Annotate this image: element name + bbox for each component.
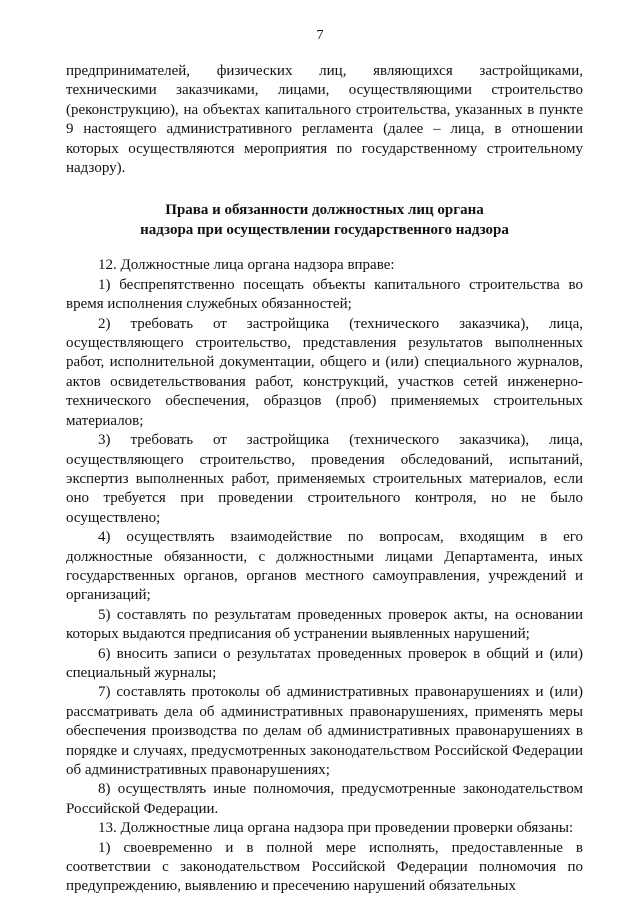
paragraph-13-lead: 13. Должностные лица органа надзора при проведении проверки обязаны:	[98, 820, 574, 837]
section-heading-line-2: надзора при осуществлении государственного надзора	[140, 222, 509, 239]
page-number: 7	[316, 28, 324, 43]
paragraph-12-item-7: 7) составлять протоколы об административных правонарушениях и (или) рассматривать дела об административных правонарушениях, применять меры обеспечения производства по делам об административных правонарушениях в порядке и случаях, предусмотренных законодательством Российской Федерации об административных правонарушениях;	[66, 684, 583, 778]
paragraph-13-item-1: 1) своевременно и в полной мере исполнять, предоставленные в соответствии с законодательством Российской Федерации полномочия по предупреждению, выявлению и пресечению нарушений обязательных	[66, 839, 583, 895]
document-body	[66, 62, 583, 897]
paragraph-12-item-8: 8) осуществлять иные полномочия, предусмотренные законодательством Российской Федерации.	[66, 781, 583, 817]
paragraph-12-item-1: 1) беспрепятственно посещать объекты капитального строительства во время исполнения служебных обязанностей;	[66, 276, 583, 313]
paragraph-12-item-6: 6) вносить записи о результатах проведенных проверок в общий и (или) специальный журналы;	[66, 645, 583, 681]
intro-paragraph: предпринимателей, физических лиц, являющихся застройщиками, техническими заказчиками, лицами, осуществляющими строительство (реконструкцию), на объектах капитального строительства, указанных в пункте 9 настоящего административного регламента (далее – лица, в отношении которых осуществляются мероприятия по государственному строительному надзору).	[66, 63, 583, 177]
section-heading-line-1: Права и обязанности должностных лиц органа	[165, 202, 484, 219]
paragraph-12-item-4: 4) осуществлять взаимодействие по вопросам, входящим в его должностные обязанности, с должностными лицами Департамента, иных государственных органов, органов местного самоуправления, учреждений и организаций;	[66, 529, 583, 604]
paragraph-12-item-5: 5) составлять по результатам проведенных проверок акты, на основании которых выдаются предписания об устранении выявленных нарушений;	[66, 606, 583, 643]
paragraph-12-item-3: 3) требовать от застройщика (технического заказчика), лица, осуществляющего строительство, проведения обследований, испытаний, экспертиз выполненных работ, применяемых строительных материалов, если оно требуется при проведении строительного контроля, но не было осуществлено;	[66, 432, 583, 526]
paragraph-12-item-2: 2) требовать от застройщика (технического заказчика), лица, осуществляющего строительство, представления результатов выполненных работ, исполнительной документации, общего и (или) специального журналов, актов освидетельствования работ, конструкций, участков сетей инженерно-технического обеспечения, образцов (проб) применяемых строительных материалов;	[66, 315, 583, 429]
paragraph-12-lead: 12. Должностные лица органа надзора вправе:	[98, 257, 395, 274]
section-heading	[66, 200, 583, 240]
